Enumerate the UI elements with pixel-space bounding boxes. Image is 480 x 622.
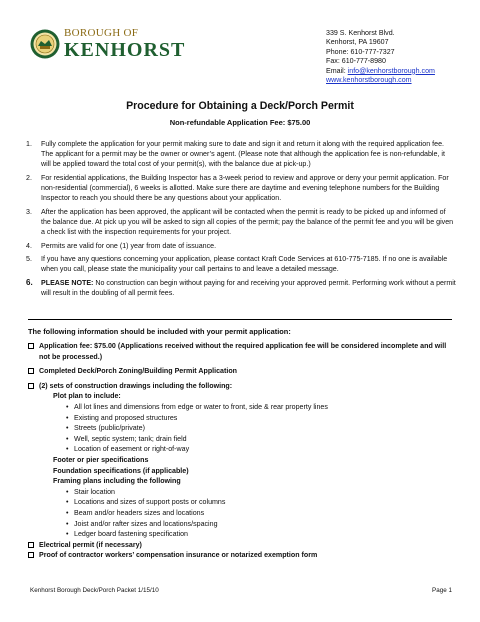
procedure-steps <box>26 139 456 302</box>
bullet-icon: • <box>66 402 69 411</box>
list-item-text: Ledger board fastening specification <box>74 530 188 539</box>
step-3 <box>26 207 456 237</box>
step-text <box>41 278 456 298</box>
req-label: Completed Deck/Porch Zoning/Building Permit Application <box>39 367 237 376</box>
list-item <box>28 402 458 413</box>
bullet-icon: • <box>66 519 69 528</box>
footer-document-id: Kenhorst Borough Deck/Porch Packet 1/15/10 <box>30 587 159 594</box>
list-item-text: Joist and/or rafter sizes and locations/spacing <box>74 519 218 528</box>
section-divider <box>28 319 452 320</box>
list-item-text: Locations and sizes of support posts or columns <box>74 498 226 507</box>
address-email-row <box>326 67 435 76</box>
address-block <box>326 29 435 85</box>
framing-heading: Framing plans including the following <box>53 477 181 486</box>
step-4 <box>26 241 456 251</box>
bullet-icon: • <box>66 424 69 433</box>
step-number: 4. <box>26 241 32 250</box>
list-item <box>28 444 458 455</box>
req-insurance <box>28 550 458 561</box>
list-item <box>28 497 458 508</box>
list-item <box>28 423 458 434</box>
checkbox[interactable] <box>28 343 34 349</box>
list-item <box>28 508 458 519</box>
address-city: Kenhorst, PA 19607 <box>326 38 389 47</box>
req-application <box>28 366 458 377</box>
list-item-text: Existing and proposed structures <box>74 413 178 422</box>
step-text: For residential applications, the Building Inspector has a 3-week period to review and approve or deny your permit application. For non-residential (commercial), 6 weeks is allotted. Make sure there are daytime and evening telephone numbers for the Building Inspector to reach you should there be any questions about your application. <box>41 173 449 203</box>
step-number: 1. <box>26 140 32 148</box>
step-lead: PLEASE NOTE: <box>41 279 94 288</box>
bullet-icon: • <box>66 487 69 496</box>
req-electrical <box>28 540 458 551</box>
bullet-icon: • <box>66 413 69 422</box>
step-text: After the application has been approved, the applicant will be contacted when the permit is ready to be picked up and informed of the balance due. At pick up you will be asked to sign all copies of the permit; pay the balance of the permit fee and you will be given a check list with the inspection requirements for your project. <box>41 207 454 236</box>
req-drawings <box>28 381 458 392</box>
step-2 <box>26 173 456 203</box>
step-number: 2. <box>26 173 32 182</box>
logo-subtitle: BOROUGH OF <box>64 27 139 39</box>
logo-name: KENHORST <box>64 39 186 61</box>
step-number: 3. <box>26 207 32 216</box>
step-text: Permits are valid for one (1) year from date of issuance. <box>41 241 217 250</box>
bullet-icon: • <box>66 434 69 443</box>
list-item <box>28 487 458 498</box>
list-item-text: Beam and/or headers sizes and locations <box>74 508 205 517</box>
step-number: 6. <box>26 278 33 288</box>
req-label: (2) sets of construction drawings including the following: <box>39 381 233 390</box>
list-item-text: Location of easement or right-of-way <box>74 445 190 454</box>
req-fee <box>28 341 458 362</box>
borough-logo <box>30 28 185 60</box>
step-5 <box>26 254 456 274</box>
checkbox[interactable] <box>28 552 34 558</box>
foundation-heading: Foundation specifications (if applicable) <box>53 466 189 475</box>
address-phone: Phone: 610-777-7327 <box>326 47 395 56</box>
req-label: Electrical permit (if necessary) <box>39 540 142 549</box>
borough-seal-icon <box>30 29 60 59</box>
list-item <box>28 413 458 424</box>
bullet-icon: • <box>66 530 69 539</box>
footer-pier-heading: Footer or pier specifications <box>53 455 149 464</box>
step-text: Fully complete the application for your permit making sure to date and sign it and return it along with the required application fee. The applicant for a permit may be the owner or owner’s agent. (Please note that although the application fee is non-refundable, it will be applied toward the total cost of your permit(s), with the balance due at pick-up.) <box>41 140 445 169</box>
checkbox[interactable] <box>28 368 34 374</box>
list-item <box>28 529 458 540</box>
footer-page-number: Page 1 <box>432 587 452 594</box>
step-body: No construction can begin without paying for and receiving your approved permit. Performing work without a permit will result in the doubling of all permit fees. <box>41 279 456 298</box>
list-item-text: Streets (public/private) <box>74 424 145 433</box>
checkbox[interactable] <box>28 542 34 548</box>
bullet-icon: • <box>66 508 69 517</box>
bullet-icon: • <box>66 498 69 507</box>
list-item <box>28 519 458 530</box>
list-item-text: All lot lines and dimensions from edge or water to front, side & rear property lines <box>74 402 328 411</box>
bullet-icon: • <box>66 445 69 454</box>
step-1 <box>26 139 456 169</box>
page-subtitle: Non-refundable Application Fee: $75.00 <box>169 118 311 127</box>
step-number: 5. <box>26 255 32 264</box>
req-label: Application fee: $75.00 (Applications received without the required application fee will be considered incomplete and will not be processed.) <box>39 342 447 361</box>
checkbox[interactable] <box>28 383 34 389</box>
plot-plan-heading: Plot plan to include: <box>53 392 121 401</box>
requirements-heading: The following information should be included with your permit application: <box>28 327 291 336</box>
requirements-checklist <box>28 341 458 561</box>
page-title: Procedure for Obtaining a Deck/Porch Permit <box>126 100 354 112</box>
address-fax: Fax: 610-777-8980 <box>326 57 386 66</box>
list-item-text: Stair location <box>74 487 116 496</box>
step-6 <box>26 278 456 298</box>
list-item-text: Well, septic system; tank; drain field <box>74 434 187 443</box>
email-link[interactable]: info@kenhorstborough.com <box>347 66 435 75</box>
email-label: Email: <box>326 66 348 75</box>
website-link[interactable]: www.kenhorstborough.com <box>326 76 412 85</box>
list-item <box>28 434 458 445</box>
step-text: If you have any questions concerning your application, please contact Kraft Code Services at 610-775-7185. If no one is available when you call, please state the municipality your call pertains to and leave a detailed message. <box>41 255 448 274</box>
req-label: Proof of contractor workers’ compensation insurance or notarized exemption form <box>39 551 318 560</box>
address-street: 339 S. Kenhorst Blvd. <box>326 29 395 37</box>
